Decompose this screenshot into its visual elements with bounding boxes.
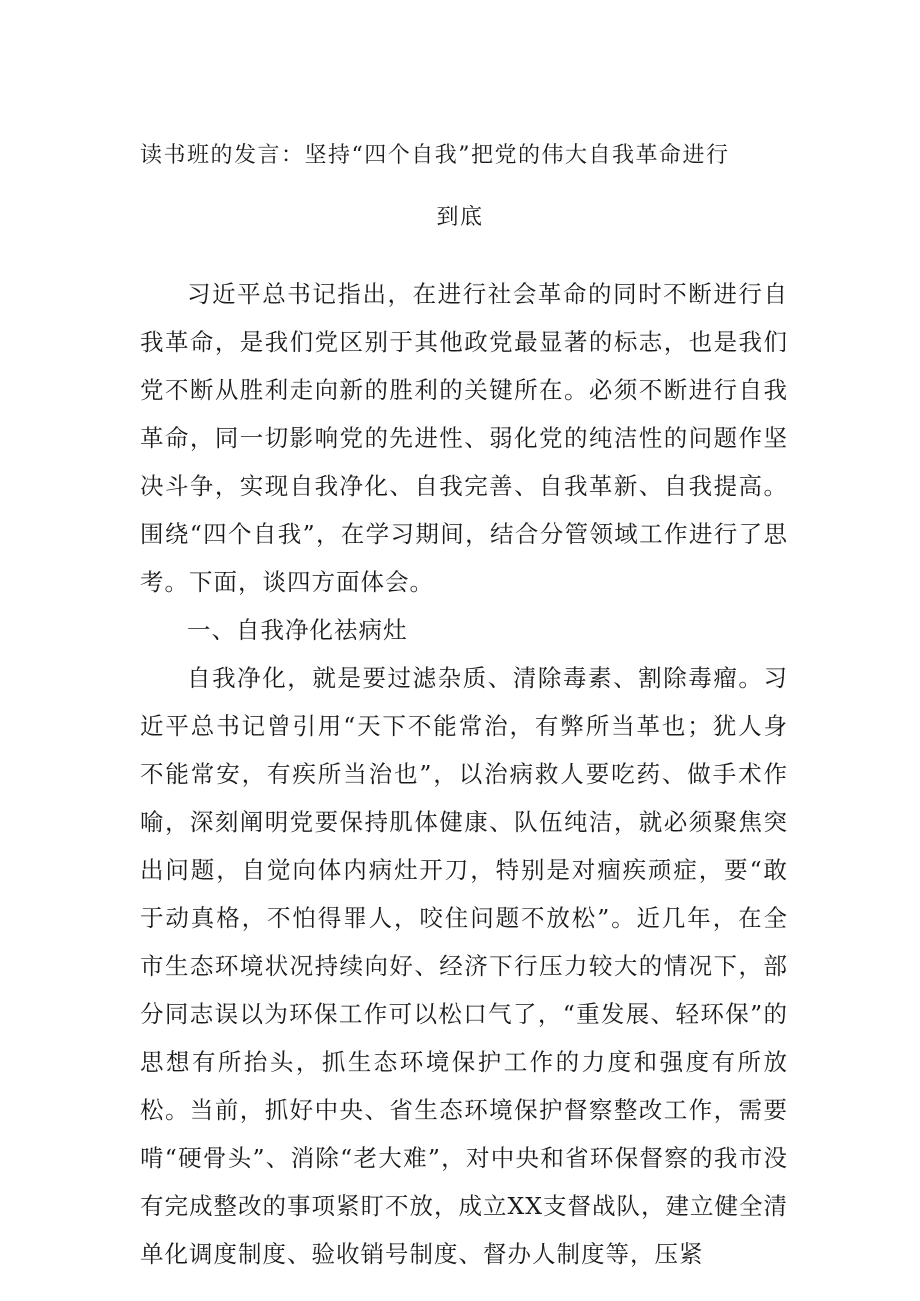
paragraph-intro: 习近平总书记指出，在进行社会革命的同时不断进行自我革命，是我们党区别于其他政党最显著的标志，也是我们党不断从胜利走向新的胜利的关键所在。必须不断进行自我革命，同一切影响党的先进性、弱化党的纯洁性的问题作坚决斗争，实现自我净化、自我完善、自我革新、自我提高。围绕“四个自我”，在学习期间，结合分管领域工作进行了思考。下面，谈四方面体会。 bbox=[140, 280, 788, 596]
section-heading-1: 一、自我净化祛病灶 bbox=[187, 616, 408, 644]
document-title-line-2: 到底 bbox=[436, 205, 484, 230]
paragraph-section-1: 自我净化，就是要过滤杂质、清除毒素、割除毒瘤。习近平总书记曾引用“天下不能常治，有弊所当革也；犹人身不能常安，有疾所当治也”，以治病救人要吃药、做手术作喻，深刻阐明党要保持肌体健康、队伍纯洁，就必须聚焦突出问题，自觉向体内病灶开刀，特别是对痼疾顽症，要“敢于动真格，不怕得罪人，咬住问题不放松”。近几年，在全市生态环境状况持续向好、经济下行压力较大的情况下，部分同志误以为环保工作可以松口气了，“重发展、轻环保”的思想有所抬头，抓生态环境保护工作的力度和强度有所放松。当前，抓好中央、省生态环境保护督察整改工作，需要啃“硬骨头”、消除“老大难”，对中央和省环保督察的我市没有完成整改的事项紧盯不放，成立XX支督战队，建立健全清单化调度制度、验收销号制度、督办人制度等，压紧 bbox=[140, 664, 788, 1268]
document-body bbox=[140, 270, 788, 1278]
document-title-line-1: 读书班的发言：坚持“四个自我”把党的伟大自我革命进行 bbox=[140, 143, 730, 168]
